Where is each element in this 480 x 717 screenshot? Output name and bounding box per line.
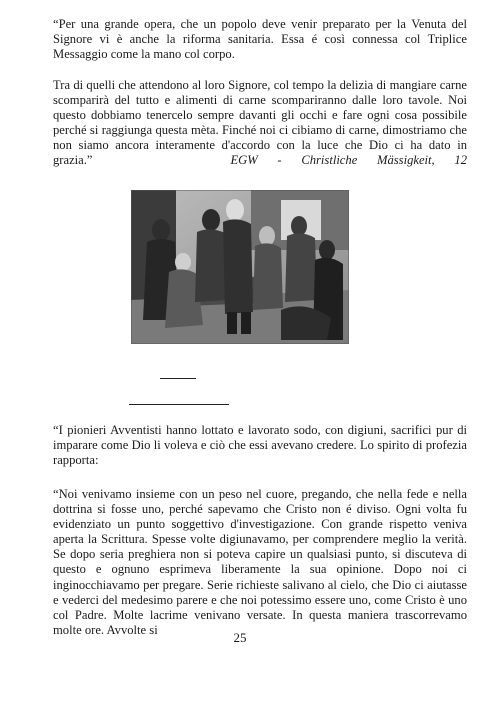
divider-short [160, 378, 196, 379]
quote-paragraph-1: “Per una grande opera, che un popolo deve venir preparato per la Venuta del Signore vi è anche la riforma sanitaria. Essa é così connessa col Triplice Messaggio come la mano col corpo. [53, 17, 467, 62]
page-number: 25 [233, 630, 247, 645]
quote-citation: EGW - Christliche Mässigkeit, 12 [230, 153, 468, 168]
quote-paragraph-3: “Noi venivamo insieme con un peso nel cuore, pregando, che nella fede e nella dottrina si fosse uno, perché sapevamo che Cristo non é diviso. Ogni volta fu evidenziato un punto soggettivo d'investigazione. Con grande rispetto veniva aperta la Scrittura. Spesse volte digiunavamo, per comprendere meglio la verità. Se dopo seria preghiera non si poteva capire un qualsiasi punto, si discuteva di questo e ognuno esprimeva liberamente la sua opinione. Dopo noi ci inginocchiavamo per pregare. Serie richieste salivano al cielo, che Dio ci aiutasse e vederci del medesimo parere e che noi potessimo essere uno, come Cristo è uno col Padre. Molte lacrime venivano versate. In questa maniera trascorrevamo molte ore. Avvolte si [53, 487, 467, 637]
divider-long [129, 404, 229, 405]
quote-text: Tra di quelli che attendono al loro Signore, col tempo la delizia di mangiare carne scomparirà del tutto e alimenti di carne scompariranno dalle loro tavole. Noi questo dobbiamo tenercelo sempre davanti gli occhi e fare ogni cosa possibile perché si raggiunga questa mèta. Finché noi ci cibiamo di carne, dimostriamo che non siamo ancora interamente d'accordo con la luce che Dio ci ha dato in grazia.” [53, 78, 467, 168]
quote-paragraph-2 [53, 78, 467, 169]
pioneers-prayer-illustration [131, 190, 349, 344]
pioneers-paragraph: “I pionieri Avventisti hanno lottato e lavorato sodo, con digiuni, sacrifici pur di imparare come Dio li voleva e ciò che essi avevano credere. Lo spirito di profezia rapporta: [53, 423, 467, 468]
